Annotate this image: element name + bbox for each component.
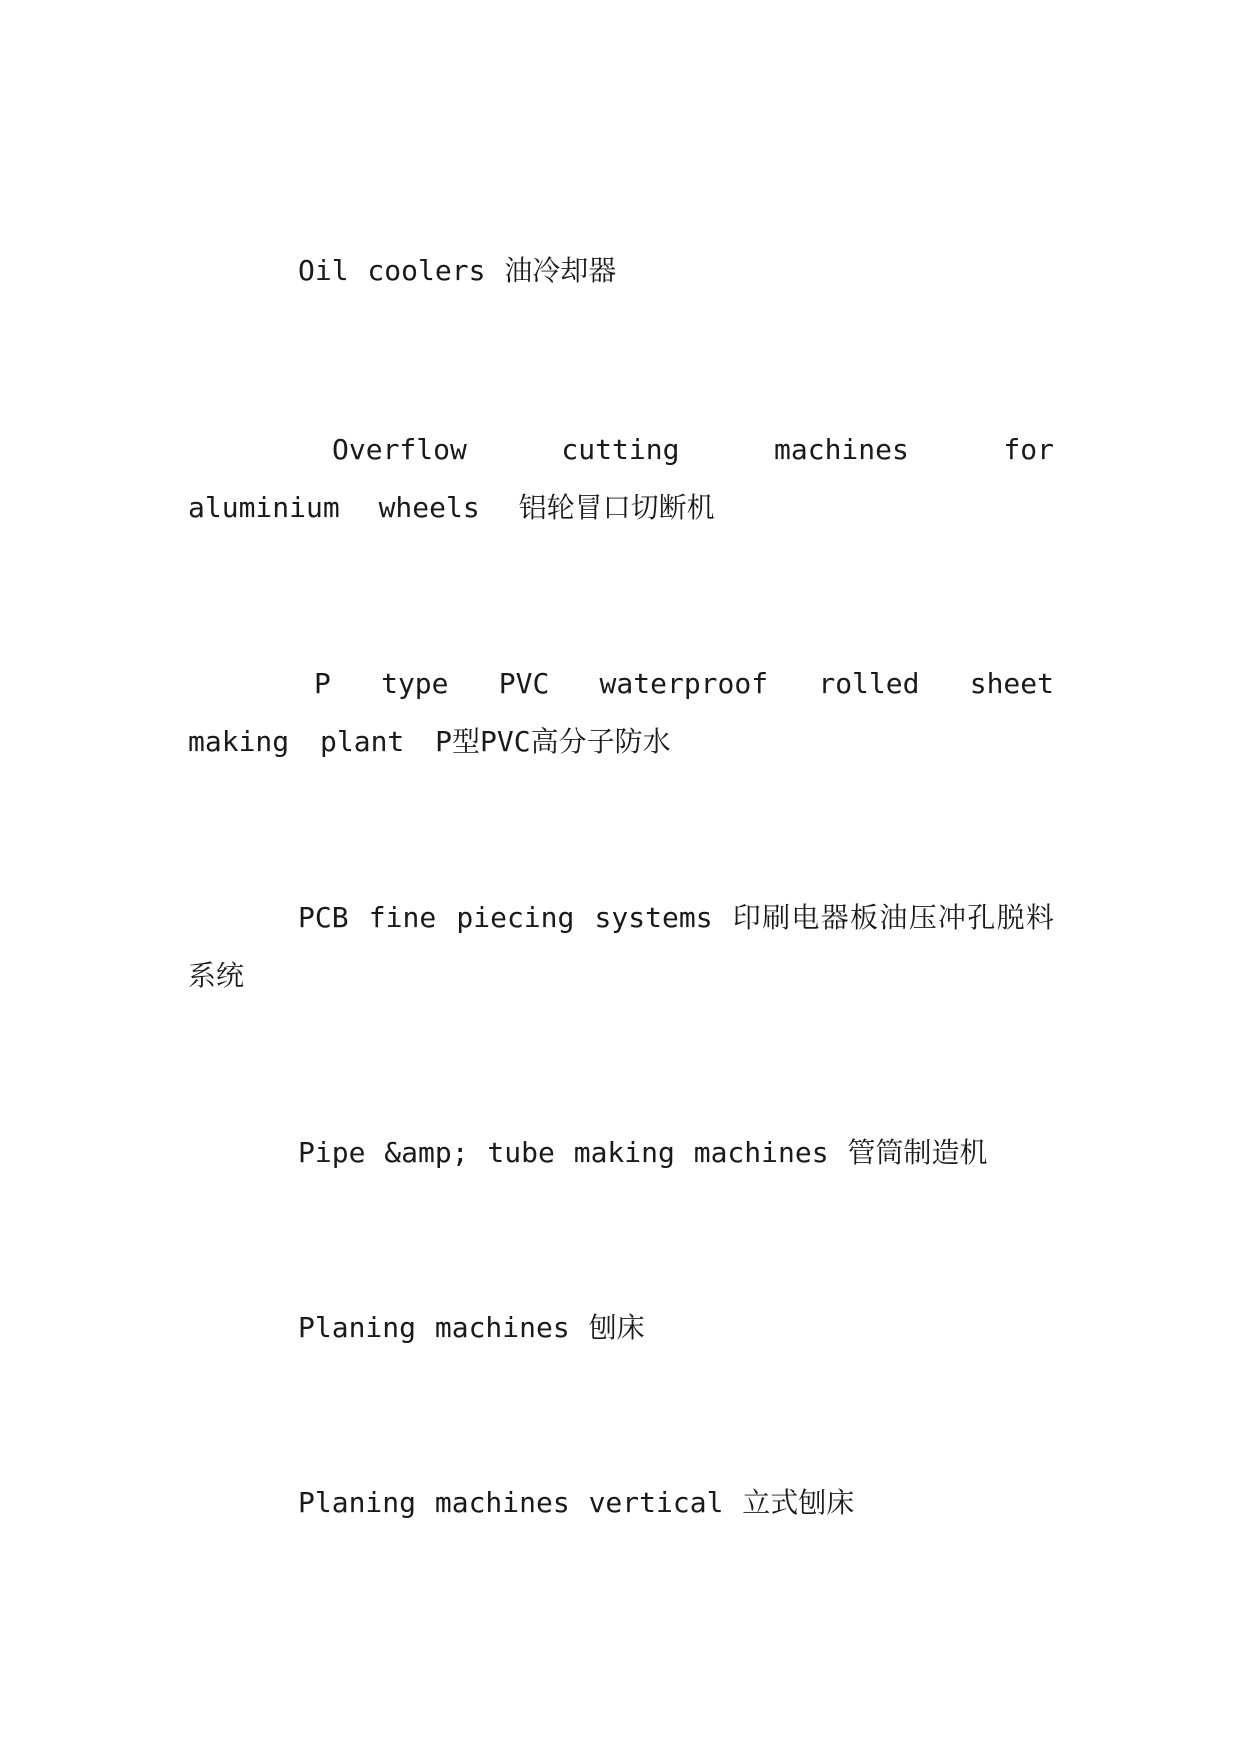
- entry-pcb-fine-piecing-systems: PCB fine piecing systems 印刷电器板油压冲孔脱料系统: [188, 901, 1054, 992]
- entry-planing-machines-vertical: Planing machines vertical 立式刨床: [298, 1486, 855, 1519]
- entry-planing-machines: Planing machines 刨床: [298, 1311, 645, 1344]
- entry-pipe-tube-making-machines: Pipe &amp; tube making machines 管筒制造机: [298, 1136, 988, 1169]
- entry-pvc-waterproof-sheet-plant: P type PVC waterproof rolled sheet making plant P型PVC高分子防水: [188, 667, 1054, 758]
- entry-oil-coolers: Oil coolers 油冷却器: [298, 254, 617, 287]
- entry-overflow-cutting-machines: Overflow cutting machines for aluminium wheels 铝轮冒口切断机: [188, 433, 1054, 524]
